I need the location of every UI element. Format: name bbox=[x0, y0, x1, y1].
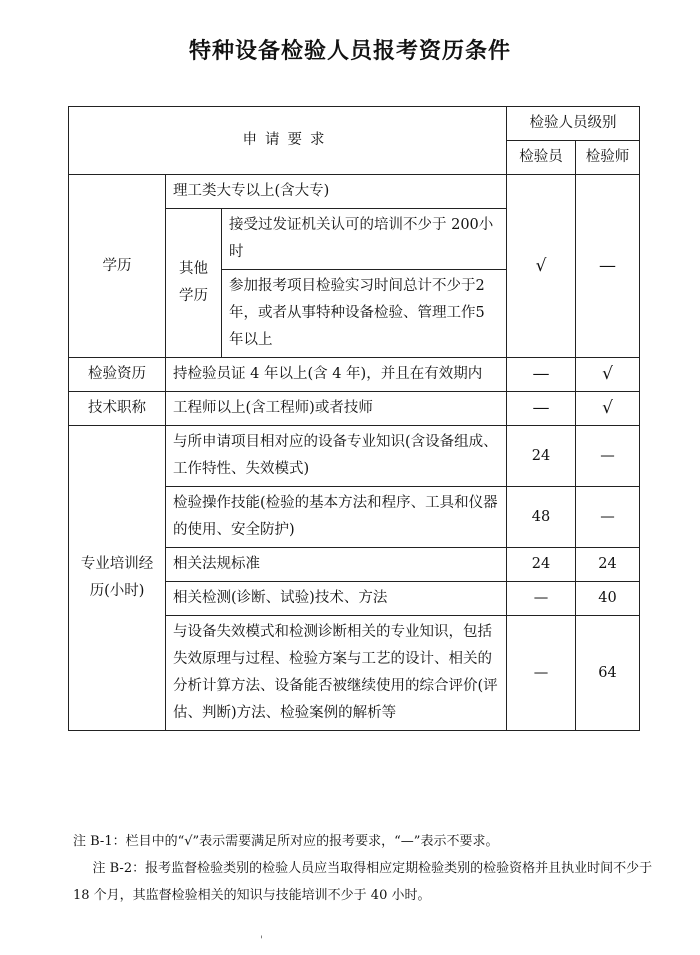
training-engineer: — bbox=[576, 487, 640, 548]
training-text: 与设备失效模式和检测诊断相关的专业知识，包括失效原理与过程、检验方案与工艺的设计、相关的分析计算方法、设备能否被继续使用的综合评价(评估、判断)方法、检验案例的解析等 bbox=[166, 616, 507, 731]
education-inspector: √ bbox=[507, 175, 576, 358]
note-b2: 注 B-2：报考监督检验类别的检验人员应当取得相应定期检验类别的检验资格并且执业时间不少于 18 个月，其监督检验相关的知识与技能培训不少于 40 小时。 bbox=[73, 861, 653, 903]
note-b1: 注 B-1：栏目中的“√”表示需要满足所对应的报考要求，“—”表示不要求。 bbox=[73, 834, 499, 849]
training-row-1 bbox=[69, 426, 640, 487]
title-rank-engineer: √ bbox=[576, 392, 640, 426]
education-category: 学历 bbox=[69, 175, 166, 358]
footer-mark: ' bbox=[260, 935, 263, 946]
qualification-category: 检验资历 bbox=[69, 358, 166, 392]
training-engineer: 64 bbox=[576, 616, 640, 731]
qualification-table bbox=[68, 106, 640, 731]
title-rank-text: 工程师以上(含工程师)或者技师 bbox=[166, 392, 507, 426]
notes-section bbox=[73, 828, 663, 909]
qualification-text: 持检验员证 4 年以上(含 4 年)，并且在有效期内 bbox=[166, 358, 507, 392]
qualification-row bbox=[69, 358, 640, 392]
training-text: 检验操作技能(检验的基本方法和程序、工具和仪器的使用、安全防护) bbox=[166, 487, 507, 548]
qualification-engineer: √ bbox=[576, 358, 640, 392]
training-inspector: 24 bbox=[507, 426, 576, 487]
training-inspector: — bbox=[507, 616, 576, 731]
training-text: 与所申请项目相对应的设备专业知识(含设备组成、工作特性、失效模式) bbox=[166, 426, 507, 487]
education-item-1: 理工类大专以上(含大专) bbox=[166, 175, 507, 209]
training-inspector: — bbox=[507, 582, 576, 616]
training-text: 相关法规标准 bbox=[166, 548, 507, 582]
title-rank-row bbox=[69, 392, 640, 426]
education-other-label: 其他学历 bbox=[166, 209, 222, 358]
training-text: 相关检测(诊断、试验)技术、方法 bbox=[166, 582, 507, 616]
training-engineer: — bbox=[576, 426, 640, 487]
training-inspector: 48 bbox=[507, 487, 576, 548]
education-other-item-1: 接受过发证机关认可的培训不少于 200小时 bbox=[222, 209, 507, 270]
training-category: 专业培训经历(小时) bbox=[69, 426, 166, 731]
document-title: 特种设备检验人员报考资历条件 bbox=[188, 39, 511, 64]
title-rank-category: 技术职称 bbox=[69, 392, 166, 426]
education-engineer: — bbox=[576, 175, 640, 358]
training-engineer: 40 bbox=[576, 582, 640, 616]
header-inspector: 检验员 bbox=[507, 141, 576, 175]
header-level: 检验人员级别 bbox=[507, 107, 640, 141]
header-row-1 bbox=[69, 107, 640, 141]
training-inspector: 24 bbox=[507, 548, 576, 582]
header-engineer: 检验师 bbox=[576, 141, 640, 175]
training-engineer: 24 bbox=[576, 548, 640, 582]
qualification-inspector: — bbox=[507, 358, 576, 392]
education-other-item-2: 参加报考项目检验实习时间总计不少于2年，或者从事特种设备检验、管理工作5年以上 bbox=[222, 270, 507, 358]
education-row-1 bbox=[69, 175, 640, 209]
header-requirement: 申请要求 bbox=[69, 107, 507, 175]
title-rank-inspector: — bbox=[507, 392, 576, 426]
